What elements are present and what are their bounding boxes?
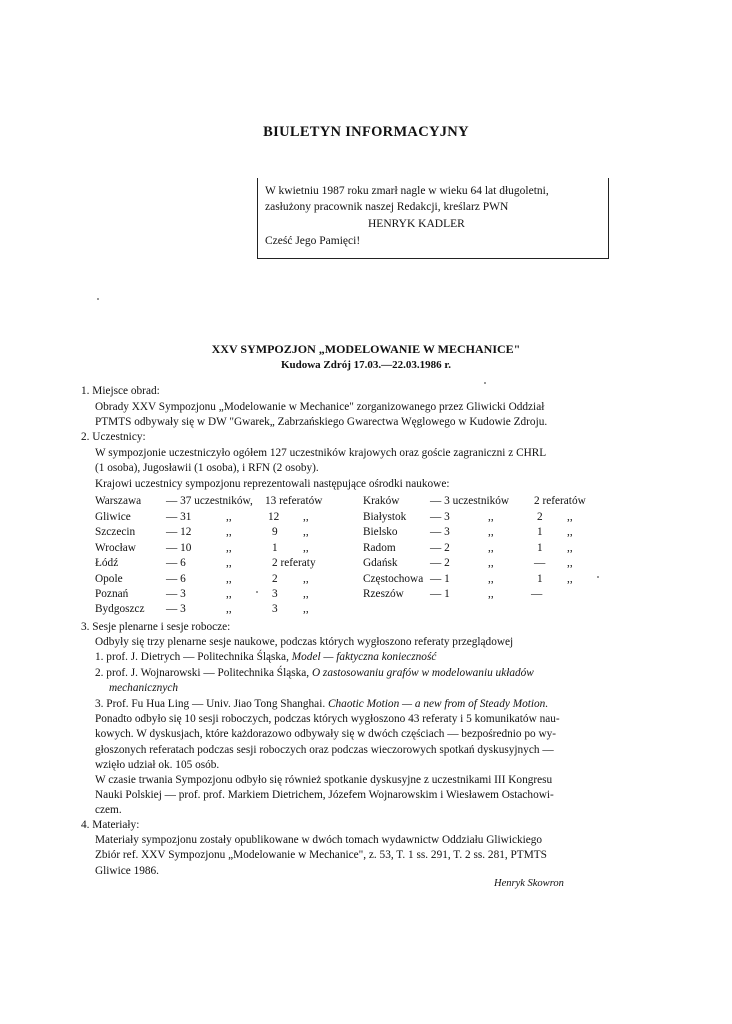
- papers: 9: [272, 526, 278, 538]
- participants: — 3: [430, 511, 450, 523]
- city-name: Częstochowa: [363, 573, 424, 585]
- participants: — 3: [166, 603, 186, 615]
- plenary-paper-2: [95, 666, 534, 680]
- city-name: Gliwice: [95, 511, 131, 523]
- papers: 13 referatów: [265, 495, 323, 507]
- ditto-mark: ,,: [303, 603, 309, 615]
- section-3-line: Odbyły się trzy plenarne sesje naukowe, podczas których wygłoszono referaty przeglądowej: [95, 636, 514, 648]
- section-2-heading: 2. Uczestnicy:: [81, 431, 146, 443]
- city-name: Wrocław: [95, 542, 136, 554]
- ditto-mark: ,,: [567, 573, 573, 585]
- section-3-line: Nauki Polskiej — prof. prof. Markiem Dietrichem, Józefem Wojnarowskim i Wiesławem Ostachowi-: [95, 789, 554, 801]
- section-4-line: Gliwice 1986.: [95, 865, 160, 877]
- ditto-mark: ,,: [567, 511, 573, 523]
- ditto-mark: ,,: [303, 542, 309, 554]
- section-2-line: W sympozjonie uczestniczyło ogółem 127 uczestników krajowych oraz goście zagraniczni z CHRL: [95, 447, 547, 459]
- ditto-mark: ,,: [303, 511, 309, 523]
- notice-line-2: zasłużony pracownik naszej Redakcji, kreślarz PWN: [265, 201, 509, 213]
- section-2-line: (1 osoba), Jugosławii (1 osoba), i RFN (2 osoby).: [95, 462, 319, 474]
- plenary-author: 3. Prof. Fu Hua Ling — Univ. Jiao Tong Shanghai.: [95, 698, 328, 710]
- papers: 2 referatów: [534, 495, 586, 507]
- participants: — 3: [430, 526, 450, 538]
- papers: —: [534, 557, 546, 569]
- papers: 1: [537, 573, 543, 585]
- plenary-author: 2. prof. J. Wojnarowski — Politechnika Śląska,: [95, 667, 312, 679]
- city-name: Białystok: [363, 511, 407, 523]
- plenary-paper-1: [95, 650, 436, 664]
- participants: — 12: [166, 526, 192, 538]
- symposium-subtitle: Kudowa Zdrój 17.03.—22.03.1986 r.: [280, 359, 452, 371]
- papers: 3: [272, 588, 278, 600]
- papers: 2: [537, 511, 543, 523]
- city-name: Poznań: [95, 588, 129, 600]
- notice-name: HENRYK KADLER: [368, 218, 465, 230]
- papers: 2 referaty: [272, 557, 316, 569]
- papers: 2: [272, 573, 278, 585]
- section-3-line: czem.: [95, 804, 122, 816]
- section-1-line: PTMTS odbywały się w DW "Gwarek„ Zabrzańskiego Gwarectwa Węglowego w Kudowie Zdroju.: [95, 416, 548, 428]
- participants: — 10: [166, 542, 192, 554]
- scan-speck: [484, 382, 486, 384]
- ditto-mark: ,,: [488, 557, 494, 569]
- city-name: Gdańsk: [363, 557, 398, 569]
- ditto-mark: ,,: [303, 573, 309, 585]
- city-name: Bielsko: [363, 526, 398, 538]
- city-name: Bydgoszcz: [95, 603, 145, 615]
- participants: — 6: [166, 573, 186, 585]
- ditto-mark: ,,: [488, 526, 494, 538]
- papers: 1: [537, 526, 543, 538]
- papers: —: [531, 588, 543, 600]
- plenary-title: O zastosowaniu grafów w modelowaniu układów: [311, 667, 534, 679]
- notice-line-1: W kwietniu 1987 roku zmarł nagle w wieku 64 lat długoletni,: [265, 185, 549, 197]
- plenary-author: 1. prof. J. Dietrych — Politechnika Śląska,: [95, 651, 292, 663]
- papers: 1: [272, 542, 278, 554]
- ditto-mark: ,,: [488, 588, 494, 600]
- section-3-line: W czasie trwania Sympozjonu odbyło się również spotkanie dyskusyjne z uczestnikami III Kongresu: [95, 774, 553, 786]
- participants: — 31: [166, 511, 192, 523]
- plenary-title: Chaotic Motion — a new from of Steady Motion.: [327, 698, 549, 710]
- plenary-title: Model — faktyczna konieczność: [291, 651, 437, 663]
- city-name: Warszawa: [95, 495, 142, 507]
- scan-speck: [597, 576, 599, 578]
- section-3-line: głoszonych referatach podczas sesji roboczych oraz podczas wieczorowych spotkań dyskusyjnych —: [95, 744, 554, 756]
- section-3-line: Ponadto odbyło się 10 sesji roboczych, podczas których wygłoszono 43 referaty i 5 komunikatów nau-: [95, 713, 560, 725]
- ditto-mark: ,,: [303, 526, 309, 538]
- scan-speck: [256, 591, 258, 593]
- section-3-heading: 3. Sesje plenarne i sesje robocze:: [81, 621, 231, 633]
- author-signature: Henryk Skowron: [494, 878, 564, 889]
- papers: 1: [537, 542, 543, 554]
- participants: — 2: [430, 542, 450, 554]
- ditto-mark: ,,: [567, 526, 573, 538]
- papers: 12: [268, 511, 280, 523]
- section-4-line: Materiały sympozjonu zostały opublikowane w dwóch tomach wydawnictw Oddziału Gliwickiego: [95, 834, 543, 846]
- ditto-mark: ,,: [226, 573, 232, 585]
- city-name: Opole: [95, 573, 123, 585]
- city-name: Szczecin: [95, 526, 136, 538]
- page-title: BIULETYN INFORMACYJNY: [263, 124, 469, 140]
- city-name: Kraków: [363, 495, 400, 507]
- participants: — 2: [430, 557, 450, 569]
- participants: — 37 uczestników,: [166, 495, 253, 507]
- ditto-mark: ,,: [567, 557, 573, 569]
- section-1-heading: 1. Miejsce obrad:: [81, 385, 160, 397]
- city-name: Łódź: [95, 557, 119, 569]
- participants: — 1: [430, 573, 450, 585]
- city-name: Radom: [363, 542, 396, 554]
- scan-speck: [97, 298, 99, 300]
- ditto-mark: ,,: [567, 542, 573, 554]
- ditto-mark: ,,: [488, 573, 494, 585]
- section-3-line: kowych. W dyskusjach, które każdorazowo odbywały się w dwóch częściach — bezpośrednio po wy-: [95, 728, 557, 740]
- participants: — 3 uczestników: [430, 495, 510, 507]
- section-4-heading: 4. Materiały:: [81, 819, 140, 831]
- ditto-mark: ,,: [488, 542, 494, 554]
- plenary-title-cont: mechanicznych: [109, 682, 179, 694]
- ditto-mark: ,,: [226, 557, 232, 569]
- symposium-title: XXV SYMPOZJON „MODELOWANIE W MECHANICE": [211, 342, 521, 356]
- plenary-paper-3: [95, 697, 548, 711]
- ditto-mark: ,,: [226, 526, 232, 538]
- participants: — 3: [166, 588, 186, 600]
- ditto-mark: ,,: [303, 588, 309, 600]
- section-1-line: Obrady XXV Sympozjonu „Modelowanie w Mechanice" zorganizowanego przez Gliwicki Oddział: [95, 401, 545, 413]
- section-2-line: Krajowi uczestnicy sympozjonu reprezentowali następujące ośrodki naukowe:: [95, 478, 450, 490]
- ditto-mark: ,,: [226, 603, 232, 615]
- participants: — 1: [430, 588, 450, 600]
- participants: — 6: [166, 557, 186, 569]
- ditto-mark: ,,: [226, 542, 232, 554]
- notice-line-4: Cześć Jego Pamięci!: [265, 235, 361, 247]
- section-3-line: wzięło udział ok. 105 osób.: [95, 759, 220, 771]
- ditto-mark: ,,: [226, 588, 232, 600]
- papers: 3: [272, 603, 278, 615]
- city-name: Rzeszów: [363, 588, 404, 600]
- ditto-mark: ,,: [226, 511, 232, 523]
- obituary-notice-box: [257, 178, 609, 259]
- section-4-line: Zbiór ref. XXV Sympozjonu „Modelowanie w Mechanice", z. 53, T. 1 ss. 291, T. 2 ss. 281, PTMTS: [95, 849, 547, 861]
- ditto-mark: ,,: [488, 511, 494, 523]
